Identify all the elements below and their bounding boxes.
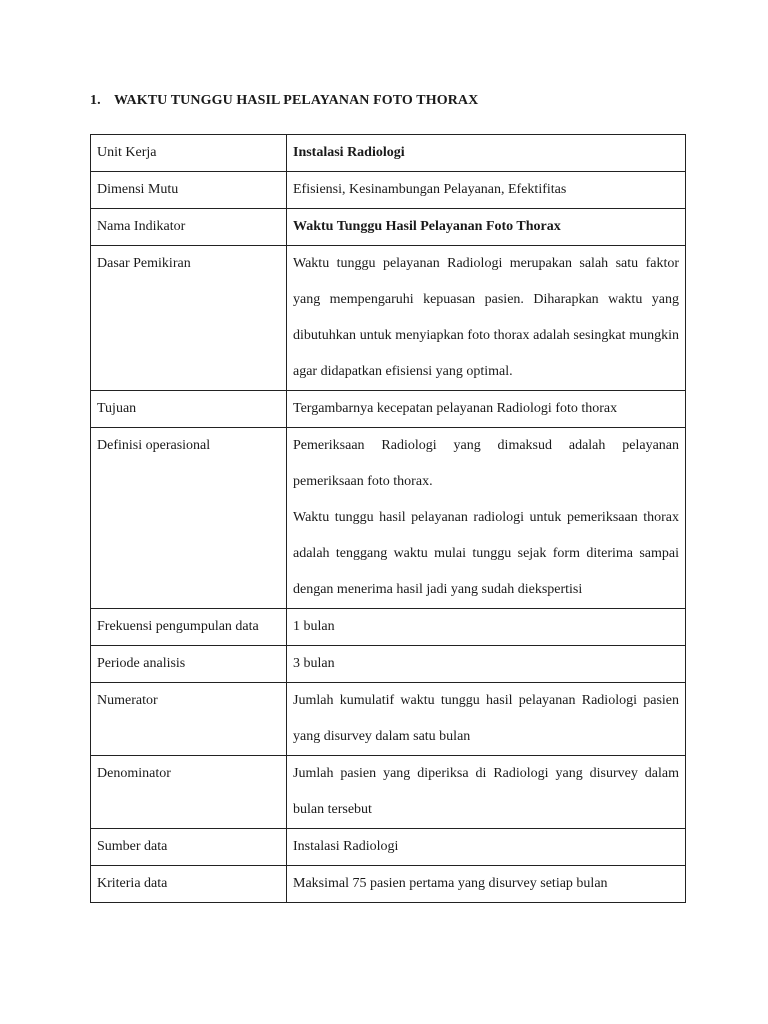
table-row — [91, 609, 686, 646]
row-value-paragraph: Efisiensi, Kesinambungan Pelayanan, Efektifitas — [293, 182, 567, 197]
row-value-paragraph: Instalasi Radiologi — [293, 839, 399, 854]
table-row — [91, 829, 686, 866]
row-value — [287, 683, 686, 756]
table-row — [91, 683, 686, 756]
row-value — [287, 646, 686, 683]
row-value — [287, 209, 686, 246]
table-row — [91, 246, 686, 391]
row-value — [287, 428, 686, 609]
row-label: Definisi operasional — [91, 428, 287, 609]
row-value-paragraph: Tergambarnya kecepatan pelayanan Radiologi foto thorax — [293, 401, 618, 416]
table-row — [91, 135, 686, 172]
table-row — [91, 428, 686, 609]
indicator-table-body — [91, 135, 686, 903]
row-label: Periode analisis — [91, 646, 287, 683]
row-label: Frekuensi pengumpulan data — [91, 609, 287, 646]
row-value-paragraph: Pemeriksaan Radiologi yang dimaksud adalah pelayanan pemeriksaan foto thorax. — [293, 438, 679, 489]
indicator-table — [90, 134, 686, 903]
row-value — [287, 246, 686, 391]
section-title: WAKTU TUNGGU HASIL PELAYANAN FOTO THORAX — [114, 93, 479, 108]
section-number: 1. — [90, 93, 101, 108]
row-label: Unit Kerja — [91, 135, 287, 172]
table-row — [91, 646, 686, 683]
row-label: Numerator — [91, 683, 287, 756]
table-row — [91, 391, 686, 428]
table-row — [91, 756, 686, 829]
table-row — [91, 172, 686, 209]
row-value — [287, 391, 686, 428]
row-value — [287, 829, 686, 866]
row-label: Nama Indikator — [91, 209, 287, 246]
row-label: Sumber data — [91, 829, 287, 866]
row-value — [287, 172, 686, 209]
row-value-paragraph: 1 bulan — [293, 619, 335, 634]
row-value-paragraph: 3 bulan — [293, 656, 335, 671]
row-value-paragraph: Waktu tunggu hasil pelayanan radiologi untuk pemeriksaan thorax adalah tenggang waktu mulai tunggu sejak form diterima sampai dengan menerima hasil jadi yang sudah diekspertisi — [293, 510, 679, 597]
row-value — [287, 135, 686, 172]
section-heading — [90, 93, 478, 109]
row-label: Kriteria data — [91, 866, 287, 903]
row-value — [287, 756, 686, 829]
row-value-paragraph: Jumlah pasien yang diperiksa di Radiologi yang disurvey dalam bulan tersebut — [293, 766, 679, 817]
row-label: Dasar Pemikiran — [91, 246, 287, 391]
row-value-paragraph: Waktu Tunggu Hasil Pelayanan Foto Thorax — [293, 219, 561, 234]
row-label: Tujuan — [91, 391, 287, 428]
table-row — [91, 209, 686, 246]
row-value-paragraph: Jumlah kumulatif waktu tunggu hasil pelayanan Radiologi pasien yang disurvey dalam satu bulan — [293, 693, 679, 744]
row-value — [287, 866, 686, 903]
row-value — [287, 609, 686, 646]
table-row — [91, 866, 686, 903]
row-label: Dimensi Mutu — [91, 172, 287, 209]
row-value-paragraph: Maksimal 75 pasien pertama yang disurvey setiap bulan — [293, 876, 608, 891]
row-label: Denominator — [91, 756, 287, 829]
row-value-paragraph: Waktu tunggu pelayanan Radiologi merupakan salah satu faktor yang mempengaruhi kepuasan pasien. Diharapkan waktu yang dibutuhkan untuk menyiapkan foto thorax adalah sesingkat mungkin agar didapatkan efisiensi yang optimal. — [293, 256, 679, 379]
row-value-paragraph: Instalasi Radiologi — [293, 145, 405, 160]
